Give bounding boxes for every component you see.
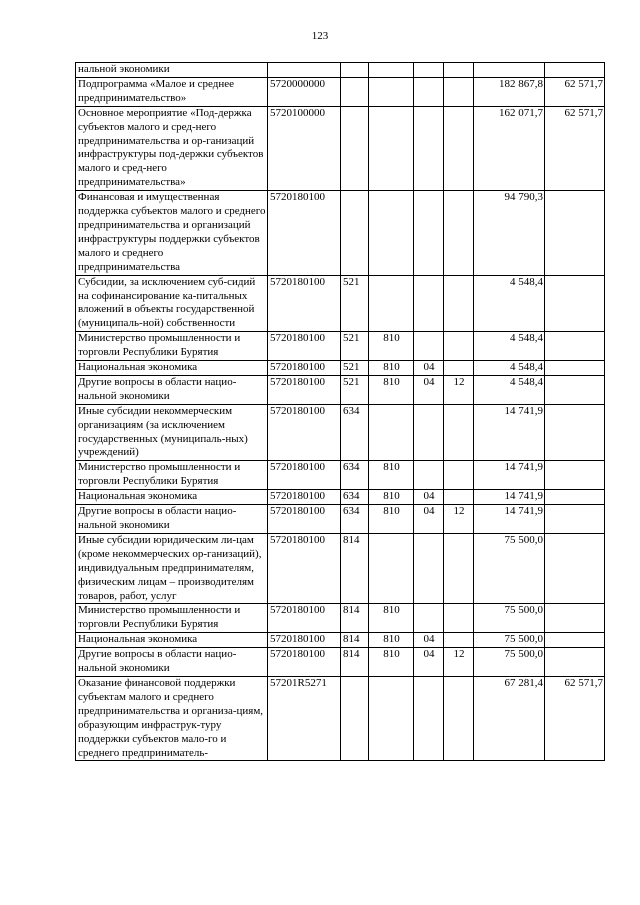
row-section-cell bbox=[414, 63, 444, 78]
row-section-cell bbox=[414, 191, 444, 275]
row-ministry-code-cell: 810 bbox=[369, 648, 414, 677]
row-target-code-cell: 5720180100 bbox=[268, 332, 341, 361]
row-name-cell: Иные субсидии некоммерческим организациям (за исключением государственных (муниципаль-ных) учреждений) bbox=[76, 404, 268, 461]
row-ministry-code-cell: 810 bbox=[369, 633, 414, 648]
table-row bbox=[76, 332, 605, 361]
row-amount-federal-cell bbox=[545, 275, 605, 332]
page-number: 123 bbox=[311, 30, 329, 42]
row-expense-type-cell: 521 bbox=[341, 332, 369, 361]
row-section-cell bbox=[414, 332, 444, 361]
row-subsection-cell bbox=[444, 191, 474, 275]
row-ministry-code-cell: 810 bbox=[369, 490, 414, 505]
row-amount-cell: 67 281,4 bbox=[474, 676, 545, 760]
row-amount-federal-cell bbox=[545, 63, 605, 78]
row-subsection-cell: 12 bbox=[444, 505, 474, 534]
row-amount-federal-cell: 62 571,7 bbox=[545, 676, 605, 760]
row-amount-cell: 14 741,9 bbox=[474, 505, 545, 534]
row-expense-type-cell bbox=[341, 106, 369, 190]
row-amount-cell: 75 500,0 bbox=[474, 648, 545, 677]
row-target-code-cell: 5720180100 bbox=[268, 275, 341, 332]
row-target-code-cell: 5720180100 bbox=[268, 191, 341, 275]
row-target-code-cell: 5720180100 bbox=[268, 533, 341, 604]
row-expense-type-cell: 521 bbox=[341, 275, 369, 332]
row-amount-federal-cell bbox=[545, 461, 605, 490]
row-ministry-code-cell bbox=[369, 191, 414, 275]
row-amount-federal-cell bbox=[545, 332, 605, 361]
row-target-code-cell: 5720180100 bbox=[268, 404, 341, 461]
row-expense-type-cell bbox=[341, 63, 369, 78]
row-name-cell: Иные субсидии юридическим ли-цам (кроме некоммерческих ор-ганизаций), индивидуальным предпринимателям, физическим лицам – производителям товаров, работ, услуг bbox=[76, 533, 268, 604]
row-name-cell: Субсидии, за исключением суб-сидий на софинансирование ка-питальных вложений в объекты государственной (муниципаль-ной) собственности bbox=[76, 275, 268, 332]
row-ministry-code-cell: 810 bbox=[369, 375, 414, 404]
row-section-cell: 04 bbox=[414, 361, 444, 376]
row-amount-cell: 75 500,0 bbox=[474, 633, 545, 648]
row-subsection-cell bbox=[444, 404, 474, 461]
row-ministry-code-cell bbox=[369, 77, 414, 106]
row-subsection-cell bbox=[444, 676, 474, 760]
row-name-cell: Национальная экономика bbox=[76, 490, 268, 505]
table-row bbox=[76, 106, 605, 190]
row-amount-federal-cell: 62 571,7 bbox=[545, 77, 605, 106]
row-subsection-cell bbox=[444, 275, 474, 332]
row-name-cell: Другие вопросы в области нацио-нальной экономики bbox=[76, 648, 268, 677]
row-amount-cell: 4 548,4 bbox=[474, 375, 545, 404]
row-expense-type-cell: 814 bbox=[341, 633, 369, 648]
table-row bbox=[76, 633, 605, 648]
row-subsection-cell bbox=[444, 361, 474, 376]
row-name-cell: Основное мероприятие «Под-держка субъектов малого и сред-него предпринимательства и ор-ганизаций инфраструктуры под-держки субъектов малого и сред-него предпринимательства» bbox=[76, 106, 268, 190]
row-section-cell bbox=[414, 275, 444, 332]
row-amount-cell: 75 500,0 bbox=[474, 533, 545, 604]
row-amount-cell: 14 741,9 bbox=[474, 490, 545, 505]
row-amount-federal-cell bbox=[545, 505, 605, 534]
row-amount-cell bbox=[474, 63, 545, 78]
row-name-cell: нальной экономики bbox=[76, 63, 268, 78]
table-row bbox=[76, 77, 605, 106]
row-section-cell bbox=[414, 533, 444, 604]
row-amount-federal-cell bbox=[545, 361, 605, 376]
row-target-code-cell: 5720180100 bbox=[268, 375, 341, 404]
row-expense-type-cell bbox=[341, 191, 369, 275]
row-amount-federal-cell bbox=[545, 633, 605, 648]
row-ministry-code-cell bbox=[369, 533, 414, 604]
row-expense-type-cell: 634 bbox=[341, 461, 369, 490]
row-target-code-cell: 5720000000 bbox=[268, 77, 341, 106]
row-amount-cell: 182 867,8 bbox=[474, 77, 545, 106]
row-subsection-cell bbox=[444, 106, 474, 190]
row-expense-type-cell: 814 bbox=[341, 604, 369, 633]
row-name-cell: Оказание финансовой поддержки субъектам малого и среднего предпринимательства и организа-циям, образующим инфраструк-туру поддержки субъектов мало-го и среднего предприниматель- bbox=[76, 676, 268, 760]
table-row bbox=[76, 505, 605, 534]
row-name-cell: Министерство промышленности и торговли Республики Бурятия bbox=[76, 332, 268, 361]
row-expense-type-cell: 634 bbox=[341, 505, 369, 534]
table-row bbox=[76, 404, 605, 461]
row-section-cell bbox=[414, 676, 444, 760]
row-name-cell: Финансовая и имущественная поддержка субъектов малого и среднего предпринимательства и организаций инфраструктуры поддержки субъектов малого и среднего предпринимательства bbox=[76, 191, 268, 275]
row-amount-cell: 4 548,4 bbox=[474, 332, 545, 361]
row-target-code-cell: 5720180100 bbox=[268, 604, 341, 633]
row-ministry-code-cell: 810 bbox=[369, 604, 414, 633]
row-expense-type-cell: 521 bbox=[341, 375, 369, 404]
row-section-cell bbox=[414, 404, 444, 461]
row-amount-cell: 4 548,4 bbox=[474, 275, 545, 332]
budget-table bbox=[75, 62, 605, 761]
row-subsection-cell bbox=[444, 77, 474, 106]
row-ministry-code-cell bbox=[369, 106, 414, 190]
row-amount-federal-cell bbox=[545, 404, 605, 461]
row-ministry-code-cell bbox=[369, 676, 414, 760]
row-ministry-code-cell bbox=[369, 275, 414, 332]
row-amount-federal-cell bbox=[545, 490, 605, 505]
row-subsection-cell bbox=[444, 63, 474, 78]
row-subsection-cell bbox=[444, 461, 474, 490]
row-amount-cell: 14 741,9 bbox=[474, 404, 545, 461]
row-name-cell: Министерство промышленности и торговли Республики Бурятия bbox=[76, 461, 268, 490]
row-section-cell bbox=[414, 106, 444, 190]
row-ministry-code-cell: 810 bbox=[369, 505, 414, 534]
row-section-cell bbox=[414, 604, 444, 633]
row-subsection-cell: 12 bbox=[444, 648, 474, 677]
row-amount-federal-cell bbox=[545, 375, 605, 404]
row-section-cell: 04 bbox=[414, 505, 444, 534]
row-amount-cell: 75 500,0 bbox=[474, 604, 545, 633]
row-amount-cell: 94 790,3 bbox=[474, 191, 545, 275]
row-expense-type-cell: 814 bbox=[341, 648, 369, 677]
row-ministry-code-cell: 810 bbox=[369, 361, 414, 376]
row-amount-federal-cell bbox=[545, 604, 605, 633]
row-section-cell: 04 bbox=[414, 490, 444, 505]
row-subsection-cell bbox=[444, 604, 474, 633]
row-amount-federal-cell bbox=[545, 648, 605, 677]
row-target-code-cell: 5720100000 bbox=[268, 106, 341, 190]
table-row bbox=[76, 676, 605, 760]
row-amount-cell: 162 071,7 bbox=[474, 106, 545, 190]
table-row bbox=[76, 191, 605, 275]
row-section-cell bbox=[414, 77, 444, 106]
row-ministry-code-cell: 810 bbox=[369, 332, 414, 361]
row-amount-federal-cell bbox=[545, 191, 605, 275]
table-row bbox=[76, 275, 605, 332]
row-amount-federal-cell: 62 571,7 bbox=[545, 106, 605, 190]
row-name-cell: Другие вопросы в области нацио-нальной экономики bbox=[76, 375, 268, 404]
row-target-code-cell: 5720180100 bbox=[268, 633, 341, 648]
row-expense-type-cell bbox=[341, 77, 369, 106]
budget-table-body bbox=[76, 63, 605, 761]
row-expense-type-cell: 634 bbox=[341, 490, 369, 505]
row-target-code-cell: 5720180100 bbox=[268, 648, 341, 677]
row-expense-type-cell: 521 bbox=[341, 361, 369, 376]
row-target-code-cell bbox=[268, 63, 341, 78]
row-target-code-cell: 5720180100 bbox=[268, 461, 341, 490]
row-amount-cell: 4 548,4 bbox=[474, 361, 545, 376]
row-name-cell: Другие вопросы в области нацио-нальной экономики bbox=[76, 505, 268, 534]
row-section-cell bbox=[414, 461, 444, 490]
table-row bbox=[76, 604, 605, 633]
row-section-cell: 04 bbox=[414, 633, 444, 648]
table-row bbox=[76, 361, 605, 376]
row-ministry-code-cell bbox=[369, 63, 414, 78]
row-name-cell: Национальная экономика bbox=[76, 633, 268, 648]
row-subsection-cell bbox=[444, 332, 474, 361]
row-target-code-cell: 5720180100 bbox=[268, 490, 341, 505]
table-row bbox=[76, 375, 605, 404]
row-target-code-cell: 5720180100 bbox=[268, 361, 341, 376]
row-expense-type-cell: 634 bbox=[341, 404, 369, 461]
row-subsection-cell bbox=[444, 633, 474, 648]
row-amount-cell: 14 741,9 bbox=[474, 461, 545, 490]
row-name-cell: Национальная экономика bbox=[76, 361, 268, 376]
row-section-cell: 04 bbox=[414, 375, 444, 404]
table-row bbox=[76, 490, 605, 505]
table-row bbox=[76, 648, 605, 677]
table-row bbox=[76, 533, 605, 604]
row-ministry-code-cell: 810 bbox=[369, 461, 414, 490]
row-expense-type-cell: 814 bbox=[341, 533, 369, 604]
row-subsection-cell bbox=[444, 533, 474, 604]
row-subsection-cell: 12 bbox=[444, 375, 474, 404]
row-ministry-code-cell bbox=[369, 404, 414, 461]
row-target-code-cell: 57201R5271 bbox=[268, 676, 341, 760]
table-row bbox=[76, 63, 605, 78]
row-name-cell: Министерство промышленности и торговли Республики Бурятия bbox=[76, 604, 268, 633]
row-name-cell: Подпрограмма «Малое и среднее предпринимательство» bbox=[76, 77, 268, 106]
row-amount-federal-cell bbox=[545, 533, 605, 604]
table-row bbox=[76, 461, 605, 490]
row-expense-type-cell bbox=[341, 676, 369, 760]
row-subsection-cell bbox=[444, 490, 474, 505]
row-section-cell: 04 bbox=[414, 648, 444, 677]
row-target-code-cell: 5720180100 bbox=[268, 505, 341, 534]
